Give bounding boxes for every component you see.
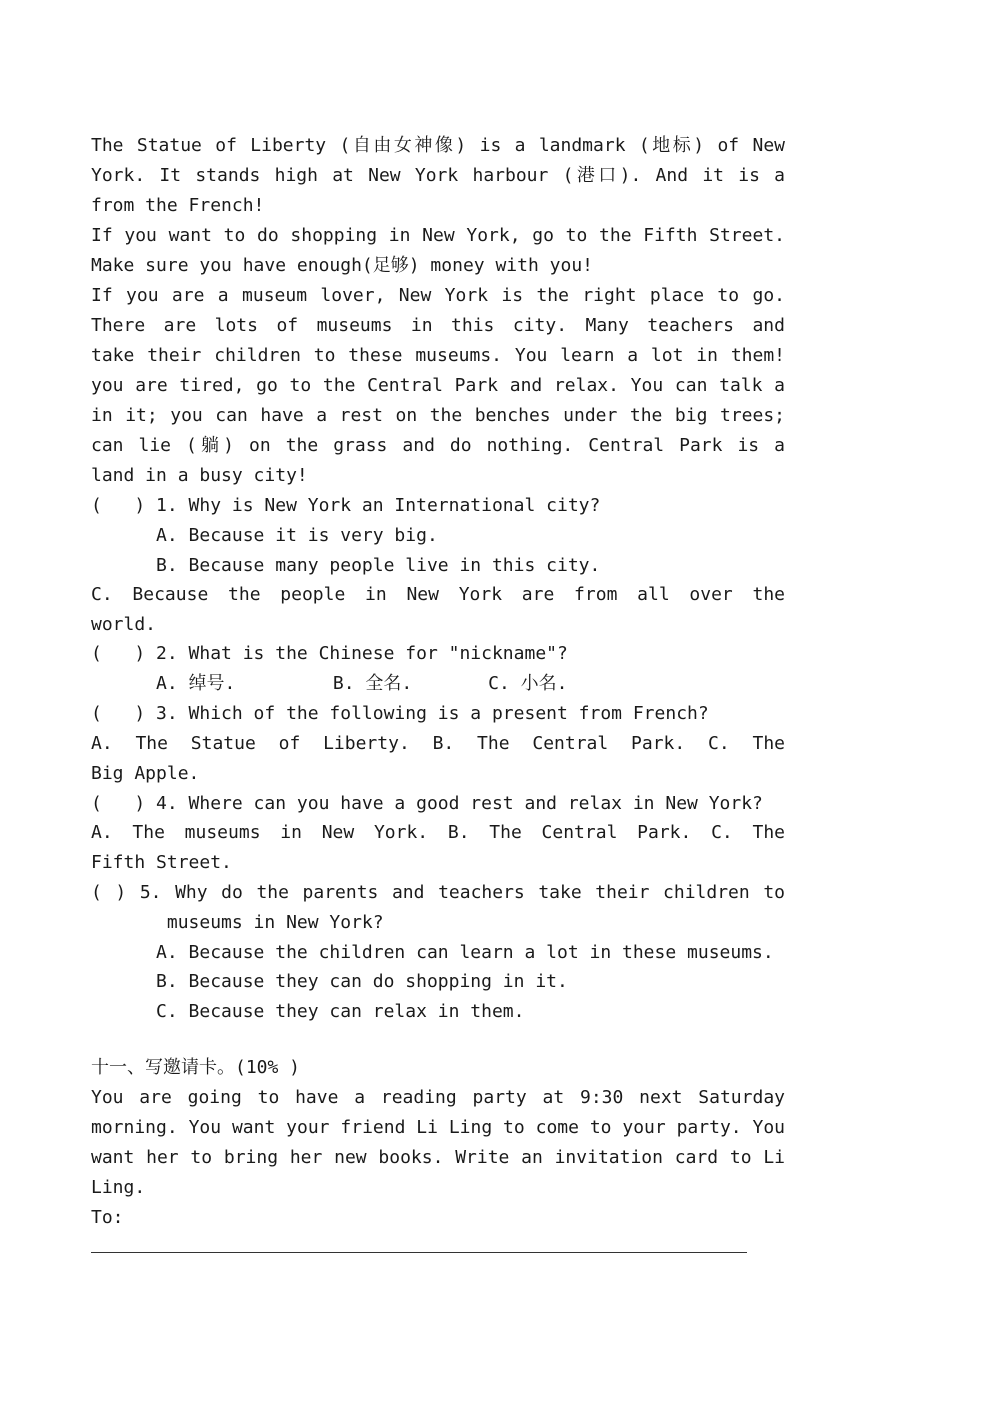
option-line: A. The Statue of Liberty. B. The Central Park. C. The — [91, 733, 785, 754]
question-5: ( ) 5. Why do the parents and teachers take their children to — [91, 882, 785, 903]
passage-line: Make sure you have enough(足够) money with you! — [91, 255, 593, 276]
option-line: A. 绰号. B. 全名. C. 小名. — [91, 673, 568, 694]
passage-line: If you want to do shopping in New York, go to the Fifth Street. — [91, 225, 785, 246]
question-4: ( ) 4. Where can you have a good rest and relax in New York? — [91, 793, 763, 814]
option-line: Big Apple. — [91, 763, 200, 784]
task-line: morning. You want your friend Li Ling to come to your party. You — [91, 1117, 785, 1138]
task-line: want her to bring her new books. Write an invitation card to Li — [91, 1147, 785, 1168]
option-line: C. Because they can relax in them. — [91, 1001, 525, 1022]
option-line: B. Because many people live in this city. — [91, 555, 601, 576]
option-line: museums in New York? — [91, 912, 384, 933]
option-line: A. The museums in New York. B. The Central Park. C. The — [91, 822, 785, 843]
question-3: ( ) 3. Which of the following is a present from French? — [91, 703, 709, 724]
passage-line: you are tired, go to the Central Park and relax. You can talk a — [91, 375, 785, 396]
passage-line: can lie (躺) on the grass and do nothing. Central Park is a — [91, 435, 785, 456]
passage-line: The Statue of Liberty (自由女神像) is a landmark (地标) of New — [91, 135, 785, 156]
option-line: A. Because it is very big. — [91, 525, 438, 546]
section-heading: 十一、写邀请卡。(10% ) — [91, 1057, 301, 1078]
passage-line: There are lots of museums in this city. Many teachers and — [91, 315, 785, 336]
to-label: To: — [91, 1207, 124, 1228]
question-2: ( ) 2. What is the Chinese for "nickname"? — [91, 643, 568, 664]
passage-line: take their children to these museums. You learn a lot in them! — [91, 345, 785, 366]
passage-line: land in a busy city! — [91, 465, 308, 486]
passage-line: in it; you can have a rest on the benches under the big trees; — [91, 405, 785, 426]
question-1: ( ) 1. Why is New York an International city? — [91, 495, 601, 516]
option-line: Fifth Street. — [91, 852, 232, 873]
task-line: You are going to have a reading party at 9:30 next Saturday — [91, 1087, 785, 1108]
passage-line: York. It stands high at New York harbour (港口). And it is a — [91, 165, 785, 186]
passage-line: If you are a museum lover, New York is the right place to go. — [91, 285, 785, 306]
option-line: C. Because the people in New York are from all over the — [91, 584, 785, 605]
option-line: A. Because the children can learn a lot in these museums. — [91, 942, 774, 963]
answer-blank-line[interactable] — [91, 1252, 747, 1253]
passage-line: from the French! — [91, 195, 265, 216]
option-line: world. — [91, 614, 157, 635]
task-line: Ling. — [91, 1177, 146, 1198]
option-line: B. Because they can do shopping in it. — [91, 971, 568, 992]
